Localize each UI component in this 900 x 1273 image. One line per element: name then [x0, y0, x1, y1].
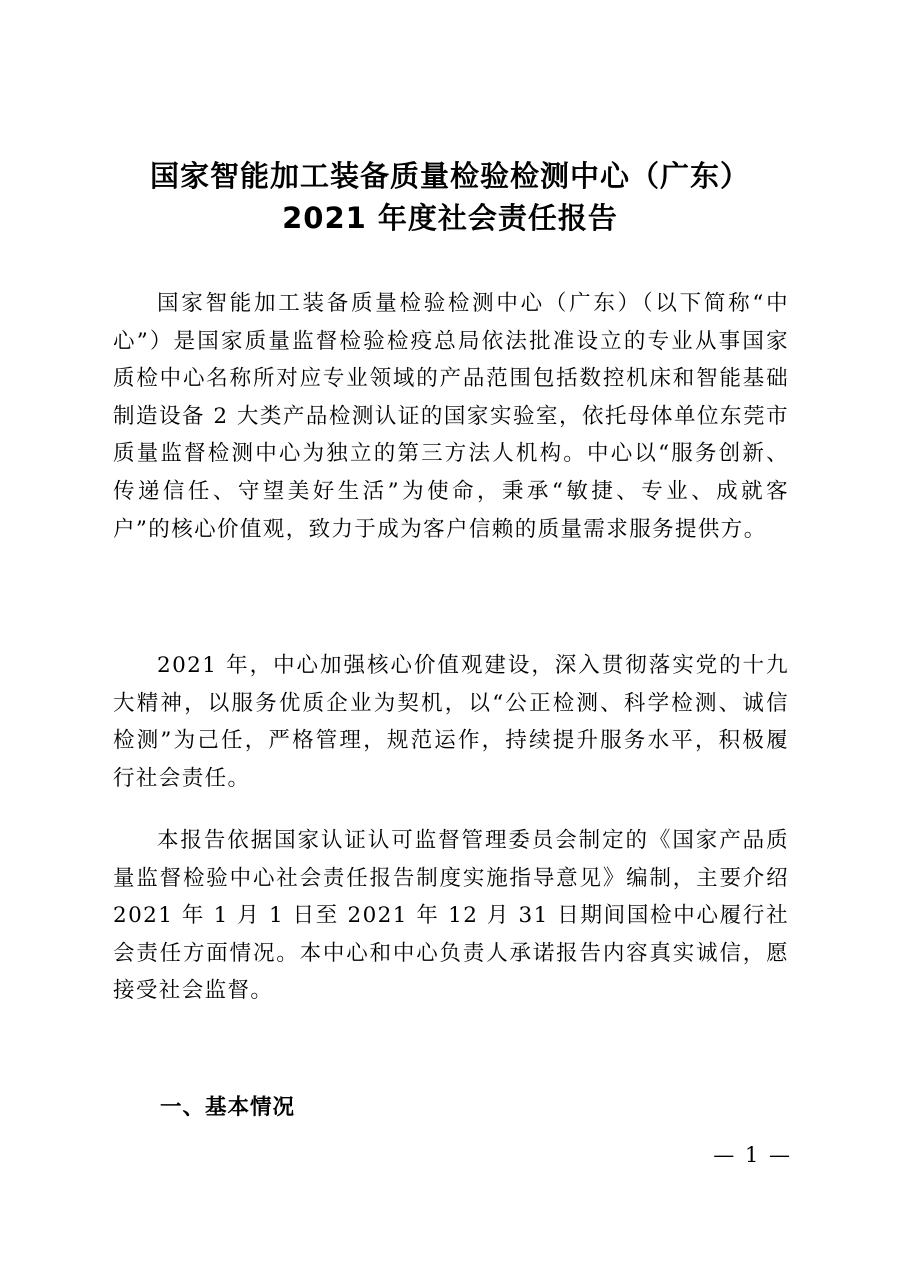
paragraph-annual-summary: 2021 年，中心加强核心价值观建设，深入贯彻落实党的十九大精神，以服务优质企业为契机，以“公正检测、科学检测、诚信检测”为己任，严格管理，规范运作，持续提升服务水平，积极履行社会责任。	[113, 653, 789, 791]
annual-paragraph-block	[113, 647, 789, 797]
page-number: — 1 —	[713, 1143, 792, 1167]
intro-paragraph-block	[113, 285, 789, 548]
section-heading-basic-info: 一、基本情况	[160, 1095, 296, 1120]
report-title-line-2: 2021 年度社会责任报告	[282, 201, 618, 235]
paragraph-report-basis: 本报告依据国家认证认可监督管理委员会制定的《国家产品质量监督检验中心社会责任报告制度实施指导意见》编制，主要介绍 2021 年 1 月 1 日至 2021 年 12 月 31 日期间国检中心履行社会责任方面情况。本中心和中心负责人承诺报告内容真实诚信，愿接受社会监督。	[113, 828, 789, 1004]
paragraph-center-overview: 国家智能加工装备质量检验检测中心（广东）（以下简称“中心”）是国家质量监督检验检疫总局依法批准设立的专业从事国家质检中心名称所对应专业领域的产品范围包括数控机床和智能基础制造设备 2 大类产品检测认证的国家实验室，依托母体单位东莞市质量监督检测中心为独立的第三方法人机构。中心以“服务创新、传递信任、守望美好生活”为使命，秉承“敏捷、专业、成就客户”的核心价值观，致力于成为客户信赖的质量需求服务提供方。	[113, 291, 789, 542]
basis-paragraph-block	[113, 822, 789, 1010]
report-title-line-1: 国家智能加工装备质量检验检测中心（广东）	[149, 159, 750, 193]
